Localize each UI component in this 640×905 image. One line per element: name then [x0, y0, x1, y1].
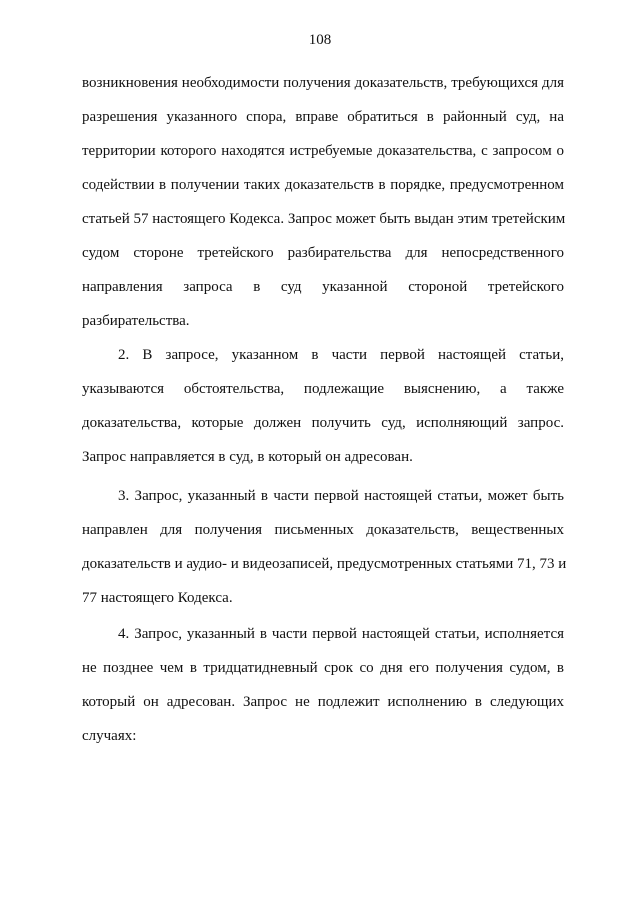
paragraph-line: доказательства, которые должен получить суд, исполняющий запрос.	[82, 415, 564, 431]
paragraph-line: 77 настоящего Кодекса.	[82, 590, 233, 606]
paragraph-line: указываются обстоятельства, подлежащие выяснению, а также	[82, 381, 564, 397]
paragraph-line: Запрос направляется в суд, в который он адресован.	[82, 449, 413, 465]
paragraph-line: территории которого находятся истребуемые доказательства, с запросом о	[82, 143, 564, 159]
paragraph-line: судом стороне третейского разбирательства для непосредственного	[82, 245, 564, 261]
paragraph-line: направлен для получения письменных доказательств, вещественных	[82, 522, 564, 538]
page-number: 108	[308, 32, 332, 48]
paragraph-line: случаях:	[82, 728, 137, 744]
paragraph-line: доказательств и аудио- и видеозаписей, предусмотренных статьями 71, 73 и	[82, 556, 567, 572]
paragraph-2	[82, 338, 564, 474]
paragraph-line: 3. Запрос, указанный в части первой настоящей статьи, может быть	[118, 488, 564, 504]
paragraph-3	[82, 479, 567, 615]
paragraph-1	[82, 66, 564, 338]
paragraph-line: 2. В запросе, указанном в части первой настоящей статьи,	[118, 347, 564, 363]
paragraph-line: разрешения указанного спора, вправе обратиться в районный суд, на	[82, 109, 564, 125]
paragraph-line: разбирательства.	[82, 313, 190, 329]
paragraph-line: не позднее чем в тридцатидневный срок со дня его получения судом, в	[82, 660, 564, 676]
paragraph-line: возникновения необходимости получения доказательств, требующихся для	[82, 75, 564, 91]
paragraph-4	[82, 617, 564, 753]
paragraph-line: статьей 57 настоящего Кодекса. Запрос может быть выдан этим третейским	[82, 211, 566, 227]
paragraph-line: содействии в получении таких доказательств в порядке, предусмотренном	[82, 177, 564, 193]
paragraph-line: 4. Запрос, указанный в части первой настоящей статьи, исполняется	[118, 626, 564, 642]
paragraph-line: который он адресован. Запрос не подлежит исполнению в следующих	[82, 694, 564, 710]
paragraph-line: направления запроса в суд указанной стороной третейского	[82, 279, 564, 295]
